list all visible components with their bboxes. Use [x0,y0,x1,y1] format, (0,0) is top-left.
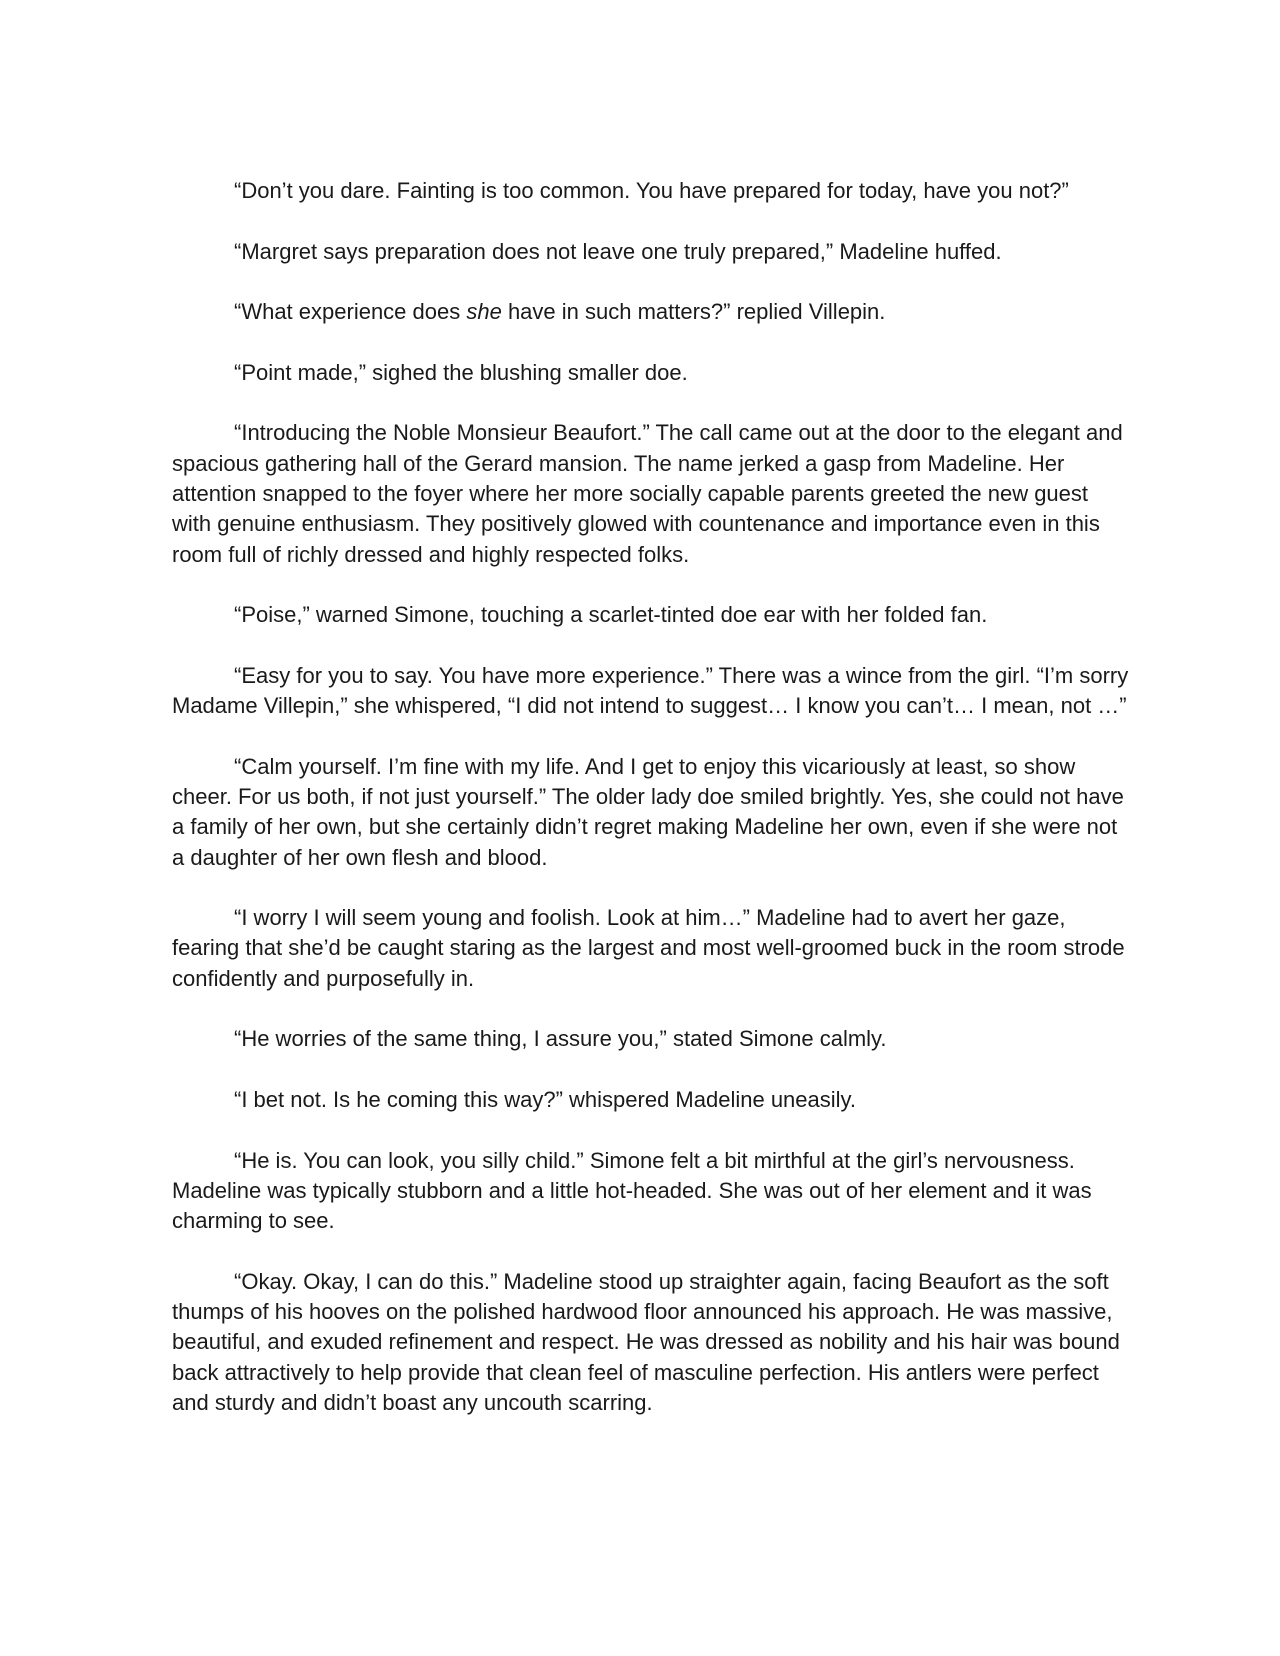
paragraph: “I bet not. Is he coming this way?” whispered Madeline uneasily. [234,1086,857,1112]
paragraph: “Easy for you to say. You have more experience.” There was a wince from the girl. “I’m sorry Madame Villepin,” she whispered, “I did not intend to suggest… I know you can’t… I mean, not …” [172,662,1129,719]
paragraph: “Poise,” warned Simone, touching a scarlet-tinted doe ear with her folded fan. [234,602,988,628]
paragraph: “He worries of the same thing, I assure you,” stated Simone calmly. [234,1026,887,1052]
paragraph: “I worry I will seem young and foolish. Look at him…” Madeline had to avert her gaze, fearing that she’d be caught staring as the largest and most well-groomed buck in the room strode confidently and purposefully in. [172,905,1125,991]
paragraph: “Margret says preparation does not leave one truly prepared,” Madeline huffed. [234,238,1002,264]
paragraph: “Don’t you dare. Fainting is too common. You have prepared for today, have you not?” [234,178,1069,203]
paragraph: “Point made,” sighed the blushing smaller doe. [234,359,688,385]
paragraph: “Calm yourself. I’m fine with my life. And I get to enjoy this vicariously at least, so show cheer. For us both, if not just yourself.” The older lady doe smiled brightly. Yes, she could not have a family of her own, but she certainly didn’t regret making Madeline her own, even if she were not a daughter of her own flesh and blood. [172,753,1124,870]
paragraph-text: have in such matters?” replied Villepin. [501,299,886,325]
paragraph-text: “What experience does [234,299,467,325]
italic-emphasis: she [466,299,502,325]
body-text [172,176,1130,1418]
paragraph: “Okay. Okay, I can do this.” Madeline stood up straighter again, facing Beaufort as the soft thumps of his hooves on the polished hardwood floor announced his approach. He was massive, beautiful, and exuded refinement and respect. He was dressed as nobility and his hair was bound back attractively to help provide that clean feel of masculine perfection. His antlers were perfect and sturdy and didn’t boast any uncouth scarring. [172,1268,1120,1415]
paragraph [172,297,1130,327]
paragraph: “He is. You can look, you silly child.” Simone felt a bit mirthful at the girl’s nervousness. Madeline was typically stubborn and a little hot-headed. She was out of her element and it was charming to see. [172,1147,1092,1234]
paragraph: “Introducing the Noble Monsieur Beaufort.” The call came out at the door to the elegant and spacious gathering hall of the Gerard mansion. The name jerked a gasp from Madeline. Her attention snapped to the foyer where her more socially capable parents greeted the new guest with genuine enthusiasm. They positively glowed with countenance and importance even in this room full of richly dressed and highly respected folks. [172,420,1123,567]
